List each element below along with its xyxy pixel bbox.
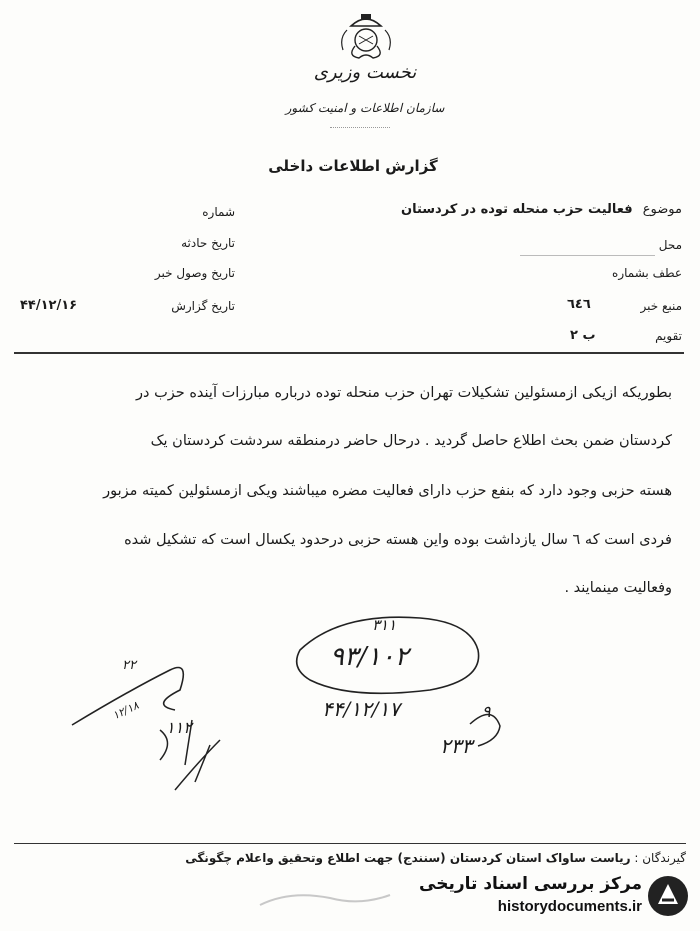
recipients-text: ریاست ساواک استان کردستان (سنندج) جهت اطلاع وتحقیق واعلام چگونگی xyxy=(185,851,631,865)
evaluation-value: ب ۲ xyxy=(570,328,596,343)
body-line-5: وفعالیت مینمایند . xyxy=(564,580,672,596)
left-signature-3 xyxy=(175,740,220,790)
watermark-url: historydocuments.ir xyxy=(497,898,642,915)
evaluation-label: تقویم xyxy=(655,329,682,343)
date-under-circle: ۴۴/۱۲/۱۷ xyxy=(322,697,400,721)
report-type-title: گزارش اطلاعات داخلی xyxy=(268,157,438,175)
ministry-name: نخست وزیری xyxy=(313,62,417,83)
archive-logo-icon xyxy=(646,874,690,918)
recipients-divider xyxy=(14,843,686,844)
organization-name: سازمان اطلاعات و امنیت کشور xyxy=(285,101,445,115)
location-label: محل xyxy=(658,238,682,252)
body-line-1: بطوریکه ازیکی ازمسئولین تشکیلات تهران حزب منحله توده درباره مبارزات آینده حزب در xyxy=(136,385,672,401)
circled-top-number: ۳۱۱ xyxy=(372,616,397,634)
body-line-3: هسته حزبی وجود دارد که بنفع حزب دارای فعالیت مضره میباشند ویکی ازمسئولین کمیته مزبور xyxy=(103,483,672,499)
watermark-persian: مرکز بررسی اسناد تاریخی xyxy=(419,874,642,894)
circled-number: ۹۳/۱۰۲ xyxy=(330,642,409,672)
news-received-date-label: تاریخ وصول خبر xyxy=(154,266,235,280)
watermark xyxy=(420,870,690,922)
recipients-line: گیرندگان : ریاست ساواک استان کردستان (سنندج) جهت اطلاع وتحقیق واعلام چگونگی xyxy=(185,851,686,865)
news-source-value: ٦٤٦ xyxy=(567,297,591,312)
handwritten-small: ۹ xyxy=(482,702,491,721)
number-label: شماره xyxy=(202,205,235,219)
subject-value: فعالیت حزب منحله توده در کردستان xyxy=(400,202,633,217)
handwritten-bottom: ۲۳۳ xyxy=(440,734,473,758)
left-note-date: ۱۲/۱۸ xyxy=(110,698,141,723)
body-line-4: فردی است که ٦ سال یازداشت بوده واین هسته حزبی درحدود یکسال است که تشکیل شده xyxy=(124,532,672,548)
news-source-label: منبع خبر xyxy=(640,299,682,313)
subject-label: موضوع xyxy=(642,202,682,217)
body-line-2: کردستان ضمن بحث اطلاع حاصل گردید . درحال حاضر درمنطقه سردشت کردستان یک xyxy=(150,433,672,449)
report-date-value: ۴۴/۱۲/۱۶ xyxy=(20,298,78,313)
following-number-label: عطف بشماره xyxy=(612,266,682,280)
incident-date-label: تاریخ حادثه xyxy=(181,236,235,250)
left-note-mid: ۱۱۲ xyxy=(166,718,192,737)
recipients-label: گیرندگان xyxy=(642,851,686,865)
report-date-label: تاریخ گزارش xyxy=(171,299,235,313)
left-note-top: ۲۲ xyxy=(122,658,136,673)
faint-scribble xyxy=(260,895,390,905)
